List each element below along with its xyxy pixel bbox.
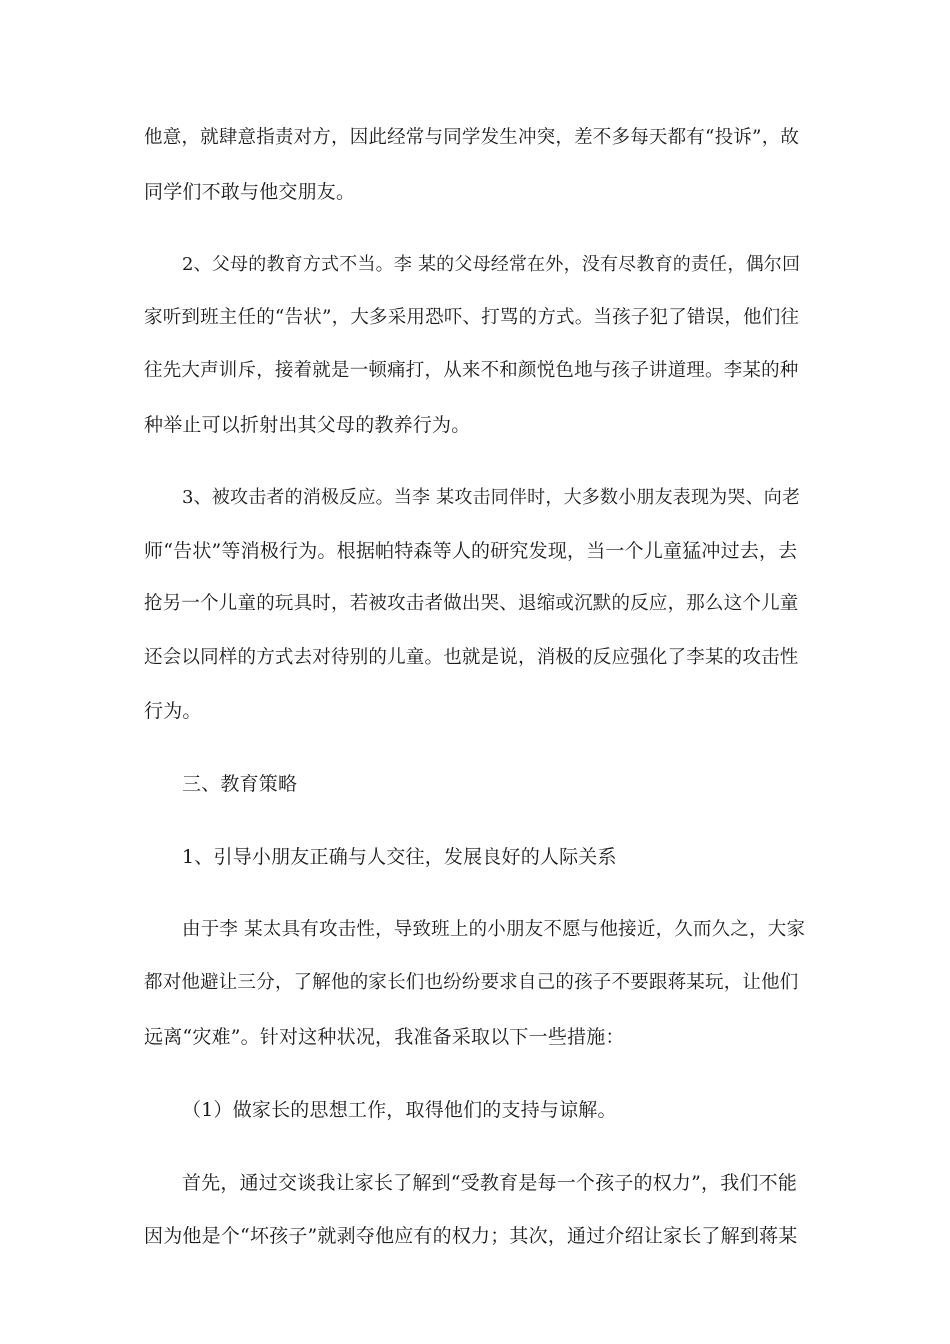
text-line: 师“告状”等消极行为。根据帕特森等人的研究发现，当一个儿童猛冲过去，去	[144, 540, 798, 562]
section-heading: 三、教育策略	[182, 773, 298, 795]
text-line: 抢另一个儿童的玩具时，若被攻击者做出哭、退缩或沉默的反应，那么这个儿童	[144, 593, 799, 614]
text-line: 家听到班主任的“告状”，大多采用恐吓、打骂的方式。当孩子犯了错误，他们往	[144, 307, 800, 328]
list-item-heading: （1）做家长的思想工作，取得他们的支持与谅解。	[182, 1099, 617, 1121]
text-line: 同学们不敢与他交朋友。	[144, 181, 356, 203]
text-line: 首先，通过交谈我让家长了解到“受教育是每一个孩子的权力”，我们不能	[182, 1172, 798, 1194]
text-line: 3、被攻击者的消极反应。当李 某攻击同伴时，大多数小朋友表现为哭、向老	[182, 487, 801, 508]
subheading: 1、引导小朋友正确与人交往，发展良好的人际关系	[182, 846, 617, 868]
text-line: 往先大声训斥，接着就是一顿痛打，从来不和颜悦色地与孩子讲道理。李某的种	[144, 360, 799, 381]
text-line: 因为他是个“坏孩子”就剥夺他应有的权力；其次，通过介绍让家长了解到蒋某	[144, 1225, 798, 1247]
text-line: 种举止可以折射出其父母的教养行为。	[144, 414, 471, 436]
text-line: 行为。	[144, 700, 202, 722]
text-line: 都对他避让三分，了解他的家长们也纷纷要求自己的孩子不要跟蒋某玩，让他们	[144, 972, 799, 993]
text-line: 还会以同样的方式去对待别的儿童。也就是说，消极的反应强化了李某的攻击性	[144, 647, 799, 668]
text-line: 由于李 某太具有攻击性，导致班上的小朋友不愿与他接近，久而久之，大家	[182, 919, 806, 940]
text-line: 他意，就肆意指责对方，因此经常与同学发生冲突，差不多每天都有“投诉”，故	[144, 127, 800, 148]
text-line: 远离“灾难”。针对这种状况，我准备采取以下一些措施：	[144, 1026, 625, 1048]
text-line: 2、父母的教育方式不当。李 某的父母经常在外，没有尽教育的责任，偶尔回	[182, 254, 801, 275]
